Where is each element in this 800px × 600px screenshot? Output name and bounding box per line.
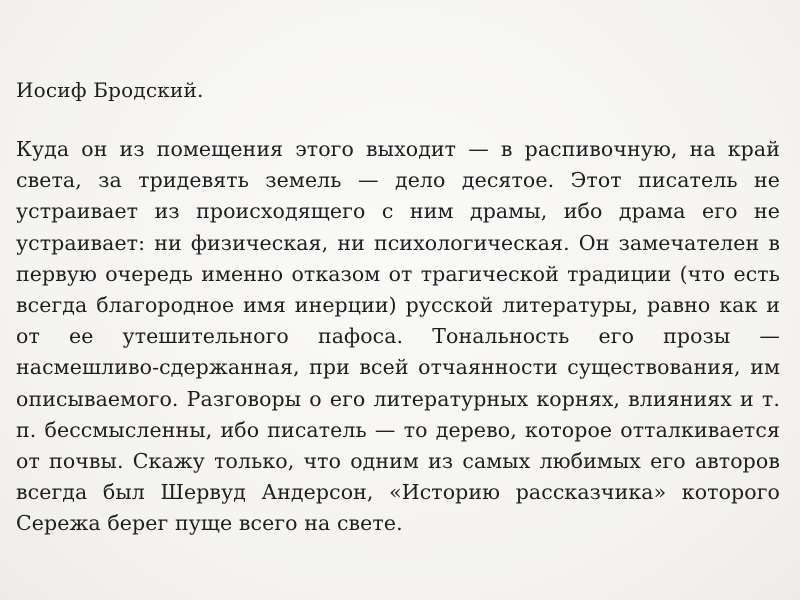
quote-body (16, 134, 780, 539)
quote-line: устраивает: ни физическая, ни психологическая. Он замечателен в (16, 230, 780, 255)
quote-line: описываемого. Разговоры о его литературных корнях, влияниях и т. (16, 386, 780, 411)
quote-line: насмешливо-сдержанная, при всей отчаянности существования, им (16, 355, 780, 380)
quote-line: света, за тридевять земель — дело десятое. Этот писатель не (16, 168, 780, 193)
quote-line: всегда благородное имя инерции) русской литературы, равно как и (16, 292, 780, 317)
author-heading: Иосиф Бродский. (16, 78, 204, 102)
quote-line: Сережа берег пуще всего на свете. (16, 511, 403, 536)
quote-line: от почвы. Скажу только, что одним из самых любимых его авторов (16, 448, 780, 473)
quote-line: от ее утешительного пафоса. Тональность его прозы — (16, 324, 780, 349)
quote-line: устраивает из происходящего с ним драмы, ибо драма его не (16, 199, 780, 224)
quote-line: Куда он из помещения этого выходит — в распивочную, на край (16, 137, 780, 161)
quote-line: первую очередь именно отказом от трагической традиции (что есть (16, 261, 780, 286)
quote-line: всегда был Шервуд Андерсон, «Историю рассказчика» которого (16, 480, 780, 505)
quote-line: п. бессмысленны, ибо писатель — то дерево, которое отталкивается (16, 417, 780, 442)
